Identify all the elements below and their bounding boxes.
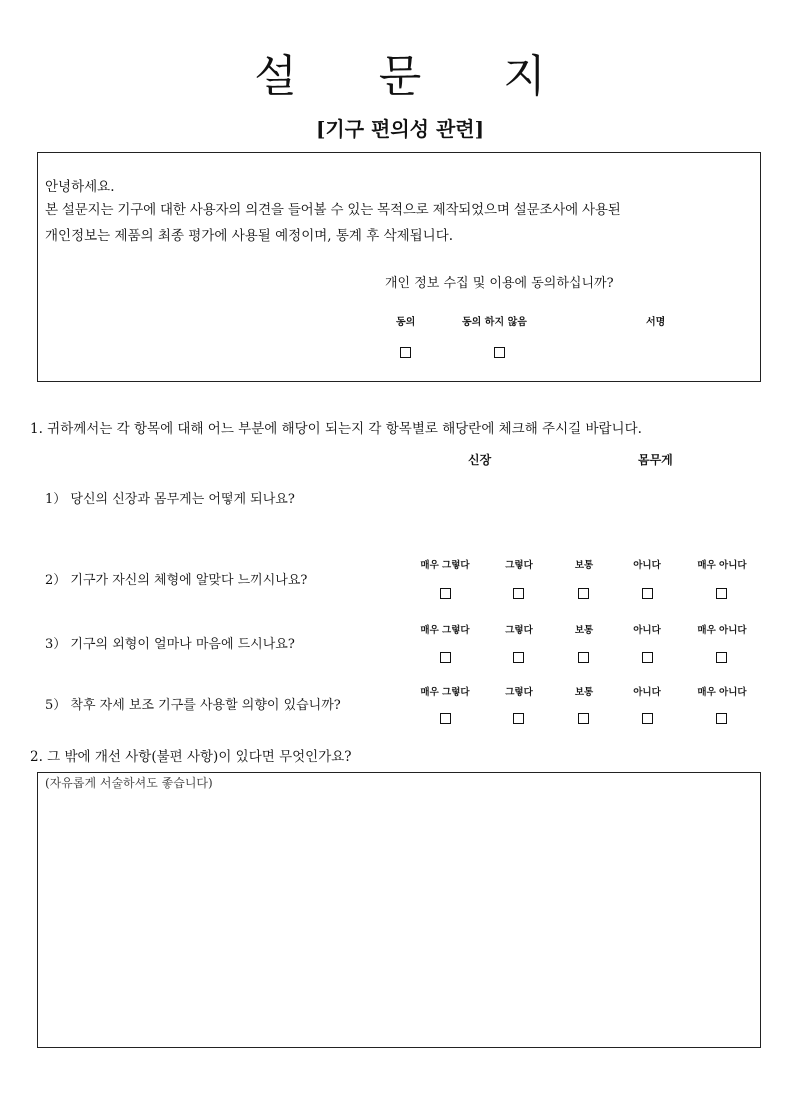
agree-label: 동의 xyxy=(396,317,416,328)
rating-checkbox[interactable] xyxy=(642,652,653,663)
page-title: 설 문 지 xyxy=(254,51,580,102)
rating-checkbox[interactable] xyxy=(578,652,589,663)
rating-checkbox[interactable] xyxy=(642,713,653,724)
scale-label-yes: 그렇다 xyxy=(505,560,533,571)
consent-greeting: 안녕하세요. xyxy=(45,179,115,195)
scale-label-very-yes: 매우 그렇다 xyxy=(420,687,470,698)
disagree-checkbox[interactable] xyxy=(494,347,505,358)
disagree-label: 동의 하지 않음 xyxy=(462,317,527,328)
question-2: 2） 기구가 자신의 체형에 알맞다 느끼시나요? xyxy=(45,573,308,588)
scale-label-no: 아니다 xyxy=(633,625,661,636)
question-5: 5） 착후 자세 보조 기구를 사용할 의향이 있습니까? xyxy=(45,698,341,713)
scale-label-very-no: 매우 아니다 xyxy=(697,560,747,571)
free-text-box[interactable] xyxy=(37,772,761,1048)
section1-instruction: 1. 귀하께서는 각 항목에 대해 어느 부분에 해당이 되는지 각 항목별로 해당란에 체크해 주시길 바랍니다. xyxy=(30,421,642,437)
rating-checkbox[interactable] xyxy=(513,588,524,599)
consent-text-line2: 개인정보는 제품의 최종 평가에 사용될 예정이며, 통계 후 삭제됩니다. xyxy=(45,228,454,244)
scale-label-no: 아니다 xyxy=(633,687,661,698)
agree-checkbox[interactable] xyxy=(400,347,411,358)
rating-checkbox[interactable] xyxy=(513,713,524,724)
rating-checkbox[interactable] xyxy=(716,713,727,724)
free-text-hint: (자유롭게 서술하셔도 좋습니다) xyxy=(45,776,213,790)
scale-label-neutral: 보통 xyxy=(574,560,594,571)
scale-label-yes: 그렇다 xyxy=(505,687,533,698)
rating-checkbox[interactable] xyxy=(578,588,589,599)
rating-checkbox[interactable] xyxy=(440,588,451,599)
consent-question: 개인 정보 수집 및 이용에 동의하십니까? xyxy=(385,276,614,291)
rating-checkbox[interactable] xyxy=(716,588,727,599)
question-3: 3） 기구의 외형이 얼마나 마음에 드시나요? xyxy=(45,637,295,652)
rating-checkbox[interactable] xyxy=(578,713,589,724)
section2-question: 2. 그 밖에 개선 사항(불편 사항)이 있다면 무엇인가요? xyxy=(30,749,352,765)
question-1: 1） 당신의 신장과 몸무게는 어떻게 되나요? xyxy=(45,492,295,507)
consent-box xyxy=(37,152,761,382)
scale-label-very-no: 매우 아니다 xyxy=(697,687,747,698)
scale-label-very-no: 매우 아니다 xyxy=(697,625,747,636)
scale-label-very-yes: 매우 그렇다 xyxy=(420,560,470,571)
rating-checkbox[interactable] xyxy=(642,588,653,599)
signature-label: 서명 xyxy=(646,317,666,328)
rating-checkbox[interactable] xyxy=(513,652,524,663)
scale-label-neutral: 보통 xyxy=(574,625,594,636)
consent-text-line1: 본 설문지는 기구에 대한 사용자의 의견을 들어볼 수 있는 목적으로 제작되었으며 설문조사에 사용된 xyxy=(45,202,621,218)
rating-checkbox[interactable] xyxy=(440,713,451,724)
scale-label-very-yes: 매우 그렇다 xyxy=(420,625,470,636)
rating-checkbox[interactable] xyxy=(716,652,727,663)
page-subtitle: [기구 편의성 관련] xyxy=(315,117,485,141)
rating-checkbox[interactable] xyxy=(440,652,451,663)
scale-label-neutral: 보통 xyxy=(574,687,594,698)
scale-label-yes: 그렇다 xyxy=(505,625,533,636)
weight-header: 몸무게 xyxy=(638,453,673,467)
height-header: 신장 xyxy=(468,453,492,467)
scale-label-no: 아니다 xyxy=(633,560,661,571)
